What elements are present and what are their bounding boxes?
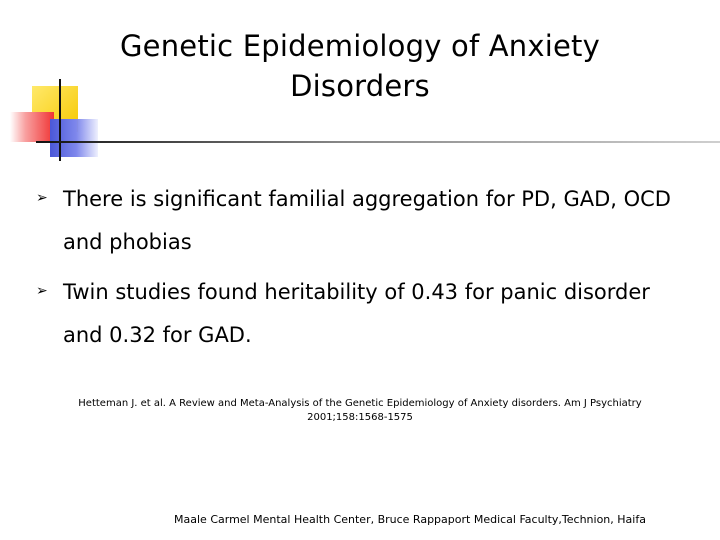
title-divider-line [36,141,720,143]
slide-title [60,26,660,106]
footer: Maale Carmel Mental Health Center, Bruce Rappaport Medical Faculty,Technion, Haifa [174,513,646,526]
citation [40,397,680,425]
decorative-red-square [10,112,54,142]
slide-title-line-1: Genetic Epidemiology of Anxiety [120,29,600,63]
slide-title-line-2: Disorders [290,69,430,103]
bullet-item-1: There is significant familial aggregation for PD, GAD, OCD and phobias [63,187,671,254]
arrow-bullet-icon: ➢ [36,283,48,299]
bullet-item-2: Twin studies found heritability of 0.43 for panic disorder and 0.32 for GAD. [63,280,650,347]
arrow-bullet-icon: ➢ [36,190,48,206]
citation-line-2: 2001;158:1568-1575 [307,412,413,423]
decorative-blue-square [50,119,98,157]
citation-line-1: Hetteman J. et al. A Review and Meta-Analysis of the Genetic Epidemiology of Anxiety disorders. Am J Psychiatry [78,398,642,409]
